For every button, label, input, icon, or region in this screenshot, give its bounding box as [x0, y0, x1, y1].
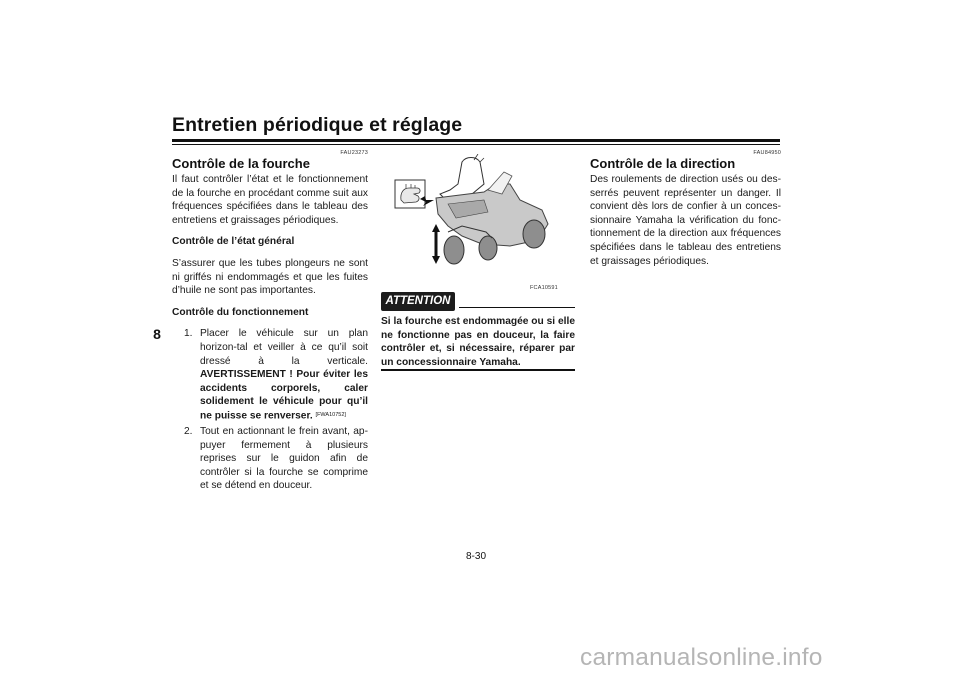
header-rule-thin	[172, 144, 780, 145]
step-number: 1.	[184, 328, 193, 340]
chapter-tab: 8	[142, 320, 172, 348]
header-rule	[172, 139, 780, 142]
scooter-icon	[436, 172, 548, 264]
step-warning: AVERTISSEMENT ! Pour éviter les accidents corporels, caler solidement le véhicule pour qu’il ne puisse se renverser.	[200, 369, 368, 422]
left-column	[172, 150, 368, 493]
step-item	[172, 327, 368, 423]
general-check-text: S’assurer que les tubes plongeurs ne sont ni griffés ni endommagés et que les fuites d’huile ne sont pas importantes.	[172, 257, 368, 297]
operation-check-heading: Contrôle du fonctionnement	[172, 306, 309, 318]
compress-arrow-icon	[432, 224, 440, 264]
section-heading-steering: Contrôle de la direction	[590, 156, 736, 171]
general-check-heading: Contrôle de l’état général	[172, 236, 295, 248]
warning-code: [FWA10752]	[315, 411, 346, 418]
page-title: Entretien périodique et réglage	[172, 114, 463, 136]
section-code: FAU84950	[753, 150, 781, 156]
right-column	[590, 150, 781, 276]
rider-icon	[440, 154, 484, 198]
step-text: Placer le véhicule sur un plan horizon-tal et veiller à ce qu’il soit dressé à la verticale.	[200, 328, 368, 367]
section-code: FAU23273	[340, 150, 368, 156]
fork-intro: Il faut contrôler l’état et le fonctionnement de la fourche en procédant comme suit aux fréquences spécifiées dans le tableau des entretiens et graissages périodiques.	[172, 174, 368, 226]
step-item	[172, 425, 368, 493]
page-number: 8-30	[466, 551, 487, 562]
section-heading-fork: Contrôle de la fourche	[172, 156, 310, 171]
step-number: 2.	[184, 425, 193, 437]
attention-rule-bottom	[381, 369, 575, 371]
motorcycle-fork-check-illustration	[392, 154, 572, 272]
attention-rule	[459, 307, 575, 308]
attention-text: Si la fourche est endommagée ou si elle ne fonctionne pas en douceur, la faire contrôler et, si nécessaire, réparer par un concessionnaire Yamaha.	[381, 316, 575, 368]
attention-badge: ATTENTION	[381, 292, 455, 311]
step-text: Tout en actionnant le frein avant, ap-puyer fermement à plusieurs reprises sur le guidon afin de contrôler si la fourche se comprime et se détend en douceur.	[200, 425, 368, 492]
fist-inset-icon	[395, 180, 425, 208]
steering-text: Des roulements de direction usés ou des-serrés peuvent représenter un danger. Il convient dès lors de confier à un conces-sionnaire Yamaha la vérification du fonc-tionnement de la direction aux fréquences spécifiées dans le tableau des entretiens et graissages périodiques.	[590, 174, 781, 267]
operation-steps	[172, 327, 368, 493]
watermark: carmanualsonline.info	[580, 644, 823, 671]
attention-code: FCA10591	[530, 285, 558, 291]
